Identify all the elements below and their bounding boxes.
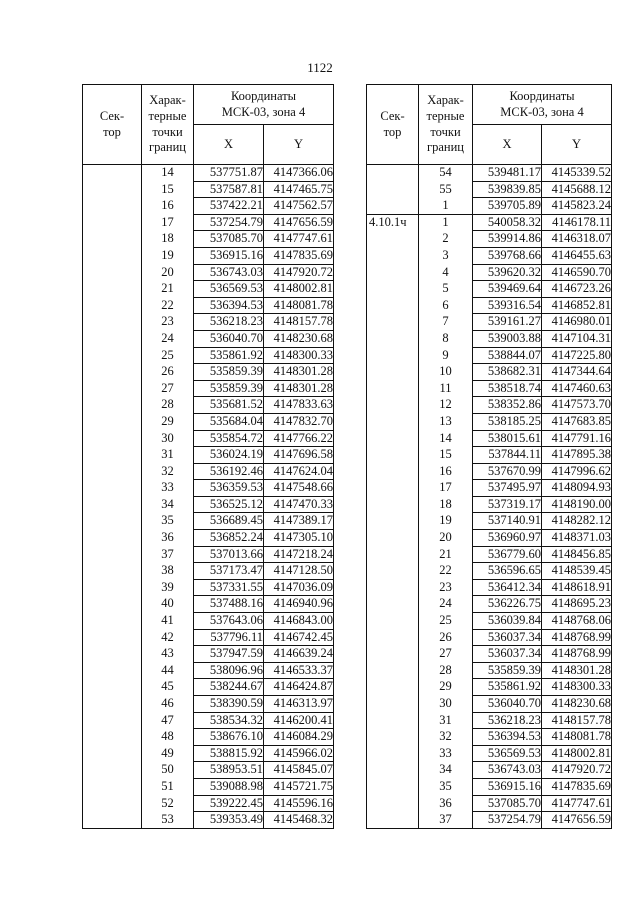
coord-x: 539161.27 [473, 314, 542, 331]
coord-y: 4148768.99 [542, 629, 612, 646]
coord-y: 4148094.93 [542, 480, 612, 497]
coord-y: 4147683.85 [542, 413, 612, 430]
point-number: 36 [142, 530, 194, 547]
coord-x: 539620.32 [473, 264, 542, 281]
coord-x: 537254.79 [473, 812, 542, 829]
coord-y: 4148300.33 [542, 679, 612, 696]
coord-x: 538844.07 [473, 347, 542, 364]
point-number: 13 [419, 413, 473, 430]
point-number: 1 [419, 198, 473, 215]
coord-x: 539222.45 [194, 795, 264, 812]
header-y: Y [542, 125, 612, 165]
coord-y: 4148282.12 [542, 513, 612, 530]
point-number: 9 [419, 347, 473, 364]
coord-y: 4146940.96 [264, 596, 334, 613]
coord-x: 537173.47 [194, 563, 264, 580]
point-number: 41 [142, 613, 194, 630]
header-sector: Сек- тор [83, 85, 142, 165]
header-y: Y [264, 125, 334, 165]
coord-x: 535859.39 [194, 364, 264, 381]
coord-x: 536037.34 [473, 646, 542, 663]
point-number: 52 [142, 795, 194, 812]
coord-y: 4148300.33 [264, 347, 334, 364]
point-number: 1 [419, 214, 473, 231]
coord-x: 538676.10 [194, 729, 264, 746]
coord-y: 4148157.78 [264, 314, 334, 331]
coord-y: 4146455.63 [542, 247, 612, 264]
coord-x: 536226.75 [473, 596, 542, 613]
coord-y: 4147624.04 [264, 463, 334, 480]
coord-y: 4146178.11 [542, 214, 612, 231]
coord-x: 539469.64 [473, 281, 542, 298]
coord-x: 536525.12 [194, 496, 264, 513]
coord-y: 4148157.78 [542, 712, 612, 729]
point-number: 28 [142, 397, 194, 414]
point-number: 14 [142, 165, 194, 182]
coord-y: 4148190.00 [542, 496, 612, 513]
point-number: 32 [419, 729, 473, 746]
coord-y: 4145721.75 [264, 778, 334, 795]
coord-y: 4148456.85 [542, 546, 612, 563]
coord-y: 4147036.09 [264, 579, 334, 596]
point-number: 15 [419, 447, 473, 464]
coord-y: 4147895.38 [542, 447, 612, 464]
coord-x: 539088.98 [194, 778, 264, 795]
point-number: 48 [142, 729, 194, 746]
point-number: 21 [419, 546, 473, 563]
coord-y: 4145339.52 [542, 165, 612, 182]
point-number: 30 [142, 430, 194, 447]
header-x: X [473, 125, 542, 165]
coord-x: 537495.97 [473, 480, 542, 497]
point-number: 44 [142, 662, 194, 679]
coord-x: 537085.70 [194, 231, 264, 248]
point-number: 21 [142, 281, 194, 298]
coord-y: 4147696.58 [264, 447, 334, 464]
point-number: 35 [419, 778, 473, 795]
point-number: 10 [419, 364, 473, 381]
point-number: 18 [142, 231, 194, 248]
coord-y: 4146723.26 [542, 281, 612, 298]
coord-y: 4147305.10 [264, 530, 334, 547]
coord-x: 536394.53 [473, 729, 542, 746]
point-number: 49 [142, 745, 194, 762]
coord-y: 4145688.12 [542, 181, 612, 198]
coord-y: 4148081.78 [542, 729, 612, 746]
coord-y: 4147218.24 [264, 546, 334, 563]
coord-x: 536412.34 [473, 579, 542, 596]
header-coordinates: Координаты МСК-03, зона 4 [473, 85, 612, 125]
coord-x: 537013.66 [194, 546, 264, 563]
coord-x: 537947.59 [194, 646, 264, 663]
coord-y: 4147344.64 [542, 364, 612, 381]
coord-x: 537422.21 [194, 198, 264, 215]
coord-y: 4147225.80 [542, 347, 612, 364]
point-number: 32 [142, 463, 194, 480]
coord-x: 536596.65 [473, 563, 542, 580]
coord-y: 4147835.69 [264, 247, 334, 264]
coord-x: 536915.16 [473, 778, 542, 795]
coord-y: 4146590.70 [542, 264, 612, 281]
coordinates-table-right [366, 84, 612, 829]
coord-x: 537796.11 [194, 629, 264, 646]
point-number: 18 [419, 496, 473, 513]
point-number: 55 [419, 181, 473, 198]
coord-x: 536689.45 [194, 513, 264, 530]
coord-y: 4147920.72 [264, 264, 334, 281]
coord-y: 4148301.28 [264, 380, 334, 397]
point-number: 53 [142, 812, 194, 829]
point-number: 11 [419, 380, 473, 397]
coord-x: 538815.92 [194, 745, 264, 762]
coord-x: 537254.79 [194, 214, 264, 231]
coord-x: 537331.55 [194, 579, 264, 596]
coord-y: 4147747.61 [542, 795, 612, 812]
coord-x: 535681.52 [194, 397, 264, 414]
point-number: 26 [419, 629, 473, 646]
coord-y: 4147656.59 [264, 214, 334, 231]
point-number: 26 [142, 364, 194, 381]
point-number: 29 [419, 679, 473, 696]
coord-x: 535861.92 [194, 347, 264, 364]
left-table-body [83, 165, 334, 829]
coord-x: 538682.31 [473, 364, 542, 381]
point-number: 28 [419, 662, 473, 679]
coord-y: 4147128.50 [264, 563, 334, 580]
coord-x: 535854.72 [194, 430, 264, 447]
coord-x: 537085.70 [473, 795, 542, 812]
coord-y: 4147996.62 [542, 463, 612, 480]
table-row [367, 165, 612, 182]
coord-x: 535859.39 [194, 380, 264, 397]
coord-y: 4148539.45 [542, 563, 612, 580]
point-number: 17 [419, 480, 473, 497]
point-number: 15 [142, 181, 194, 198]
coordinates-table-left [82, 84, 334, 829]
coord-y: 4147656.59 [542, 812, 612, 829]
coord-y: 4147920.72 [542, 762, 612, 779]
coord-y: 4148002.81 [264, 281, 334, 298]
coord-x: 536743.03 [194, 264, 264, 281]
coord-x: 537670.99 [473, 463, 542, 480]
coord-y: 4146843.00 [264, 613, 334, 630]
coord-x: 539705.89 [473, 198, 542, 215]
coord-y: 4147766.22 [264, 430, 334, 447]
point-number: 46 [142, 696, 194, 713]
point-number: 12 [419, 397, 473, 414]
coord-x: 537319.17 [473, 496, 542, 513]
coord-y: 4147548.66 [264, 480, 334, 497]
coord-x: 537488.16 [194, 596, 264, 613]
point-number: 7 [419, 314, 473, 331]
point-number: 31 [142, 447, 194, 464]
point-number: 20 [142, 264, 194, 281]
point-number: 22 [142, 297, 194, 314]
point-number: 30 [419, 696, 473, 713]
header-sector: Сек- тор [367, 85, 419, 165]
point-number: 5 [419, 281, 473, 298]
coord-x: 536218.23 [473, 712, 542, 729]
coord-x: 536024.19 [194, 447, 264, 464]
sector-cell [367, 165, 419, 215]
sector-cell: 4.10.1ч [367, 214, 419, 828]
point-number: 25 [419, 613, 473, 630]
coord-y: 4145845.07 [264, 762, 334, 779]
header-characteristic-points: Харак- терные точки границ [142, 85, 194, 165]
coord-y: 4146639.24 [264, 646, 334, 663]
coord-y: 4147470.33 [264, 496, 334, 513]
point-number: 35 [142, 513, 194, 530]
point-number: 27 [142, 380, 194, 397]
coord-x: 539768.66 [473, 247, 542, 264]
header-coordinates: Координаты МСК-03, зона 4 [194, 85, 334, 125]
coord-y: 4145966.02 [264, 745, 334, 762]
point-number: 33 [419, 745, 473, 762]
point-number: 4 [419, 264, 473, 281]
coord-x: 537751.87 [194, 165, 264, 182]
coord-x: 535861.92 [473, 679, 542, 696]
coord-x: 538534.32 [194, 712, 264, 729]
coord-x: 539316.54 [473, 297, 542, 314]
coord-y: 4147562.57 [264, 198, 334, 215]
coord-y: 4146852.81 [542, 297, 612, 314]
point-number: 2 [419, 231, 473, 248]
coord-y: 4147835.69 [542, 778, 612, 795]
coord-y: 4147104.31 [542, 330, 612, 347]
point-number: 33 [142, 480, 194, 497]
point-number: 23 [419, 579, 473, 596]
coord-y: 4146084.29 [264, 729, 334, 746]
point-number: 24 [419, 596, 473, 613]
header-x: X [194, 125, 264, 165]
point-number: 37 [419, 812, 473, 829]
point-number: 31 [419, 712, 473, 729]
coord-x: 538518.74 [473, 380, 542, 397]
sector-cell [83, 165, 142, 829]
right-table-body [367, 165, 612, 829]
point-number: 54 [419, 165, 473, 182]
point-number: 25 [142, 347, 194, 364]
coord-x: 536040.70 [194, 330, 264, 347]
point-number: 37 [142, 546, 194, 563]
coord-y: 4146318.07 [542, 231, 612, 248]
coord-y: 4146313.97 [264, 696, 334, 713]
point-number: 38 [142, 563, 194, 580]
point-number: 34 [142, 496, 194, 513]
coord-x: 537844.11 [473, 447, 542, 464]
coord-x: 539839.85 [473, 181, 542, 198]
coord-x: 536218.23 [194, 314, 264, 331]
coord-y: 4148371.03 [542, 530, 612, 547]
point-number: 47 [142, 712, 194, 729]
point-number: 43 [142, 646, 194, 663]
point-number: 16 [142, 198, 194, 215]
coord-y: 4148002.81 [542, 745, 612, 762]
coord-y: 4146742.45 [264, 629, 334, 646]
coord-y: 4148301.28 [264, 364, 334, 381]
point-number: 6 [419, 297, 473, 314]
coord-x: 538096.96 [194, 662, 264, 679]
coord-x: 537140.91 [473, 513, 542, 530]
coord-x: 536040.70 [473, 696, 542, 713]
coord-y: 4148618.91 [542, 579, 612, 596]
coord-x: 538352.86 [473, 397, 542, 414]
point-number: 27 [419, 646, 473, 663]
point-number: 3 [419, 247, 473, 264]
coord-x: 539481.17 [473, 165, 542, 182]
coord-x: 535859.39 [473, 662, 542, 679]
coord-y: 4147366.06 [264, 165, 334, 182]
coord-x: 536743.03 [473, 762, 542, 779]
coord-y: 4147832.70 [264, 413, 334, 430]
coord-x: 539353.49 [194, 812, 264, 829]
coord-y: 4147460.63 [542, 380, 612, 397]
coord-y: 4145823.24 [542, 198, 612, 215]
table-row [367, 214, 612, 231]
coord-y: 4148081.78 [264, 297, 334, 314]
coord-x: 536915.16 [194, 247, 264, 264]
coord-y: 4145596.16 [264, 795, 334, 812]
coord-x: 540058.32 [473, 214, 542, 231]
coord-y: 4148768.99 [542, 646, 612, 663]
point-number: 39 [142, 579, 194, 596]
point-number: 14 [419, 430, 473, 447]
point-number: 29 [142, 413, 194, 430]
coord-x: 537587.81 [194, 181, 264, 198]
coord-x: 537643.06 [194, 613, 264, 630]
coord-y: 4146980.01 [542, 314, 612, 331]
coord-y: 4145468.32 [264, 812, 334, 829]
coord-x: 538185.25 [473, 413, 542, 430]
coord-y: 4146533.37 [264, 662, 334, 679]
point-number: 19 [142, 247, 194, 264]
coord-x: 536037.34 [473, 629, 542, 646]
coord-y: 4146424.87 [264, 679, 334, 696]
coord-x: 538244.67 [194, 679, 264, 696]
coord-x: 536394.53 [194, 297, 264, 314]
point-number: 40 [142, 596, 194, 613]
coord-x: 538953.51 [194, 762, 264, 779]
coord-x: 536852.24 [194, 530, 264, 547]
coord-x: 536569.53 [473, 745, 542, 762]
point-number: 23 [142, 314, 194, 331]
coord-y: 4147833.63 [264, 397, 334, 414]
point-number: 22 [419, 563, 473, 580]
point-number: 34 [419, 762, 473, 779]
point-number: 17 [142, 214, 194, 231]
point-number: 36 [419, 795, 473, 812]
point-number: 51 [142, 778, 194, 795]
point-number: 42 [142, 629, 194, 646]
page-number: 1122 [307, 60, 333, 75]
coord-x: 538390.59 [194, 696, 264, 713]
coord-x: 536359.53 [194, 480, 264, 497]
coord-y: 4147573.70 [542, 397, 612, 414]
coord-x: 536960.97 [473, 530, 542, 547]
coord-y: 4148768.06 [542, 613, 612, 630]
point-number: 50 [142, 762, 194, 779]
coord-x: 536192.46 [194, 463, 264, 480]
coord-y: 4148230.68 [542, 696, 612, 713]
point-number: 20 [419, 530, 473, 547]
coord-y: 4148301.28 [542, 662, 612, 679]
header-characteristic-points: Харак- терные точки границ [419, 85, 473, 165]
coord-y: 4147747.61 [264, 231, 334, 248]
point-number: 8 [419, 330, 473, 347]
coord-y: 4147389.17 [264, 513, 334, 530]
coord-x: 536039.84 [473, 613, 542, 630]
coord-x: 536569.53 [194, 281, 264, 298]
coord-y: 4148230.68 [264, 330, 334, 347]
coord-x: 538015.61 [473, 430, 542, 447]
coord-x: 535684.04 [194, 413, 264, 430]
coord-x: 536779.60 [473, 546, 542, 563]
point-number: 16 [419, 463, 473, 480]
point-number: 19 [419, 513, 473, 530]
coord-y: 4148695.23 [542, 596, 612, 613]
coord-x: 539914.86 [473, 231, 542, 248]
coord-y: 4146200.41 [264, 712, 334, 729]
coord-x: 539003.88 [473, 330, 542, 347]
point-number: 24 [142, 330, 194, 347]
coord-y: 4147465.75 [264, 181, 334, 198]
point-number: 45 [142, 679, 194, 696]
coord-y: 4147791.16 [542, 430, 612, 447]
table-row [83, 165, 334, 182]
